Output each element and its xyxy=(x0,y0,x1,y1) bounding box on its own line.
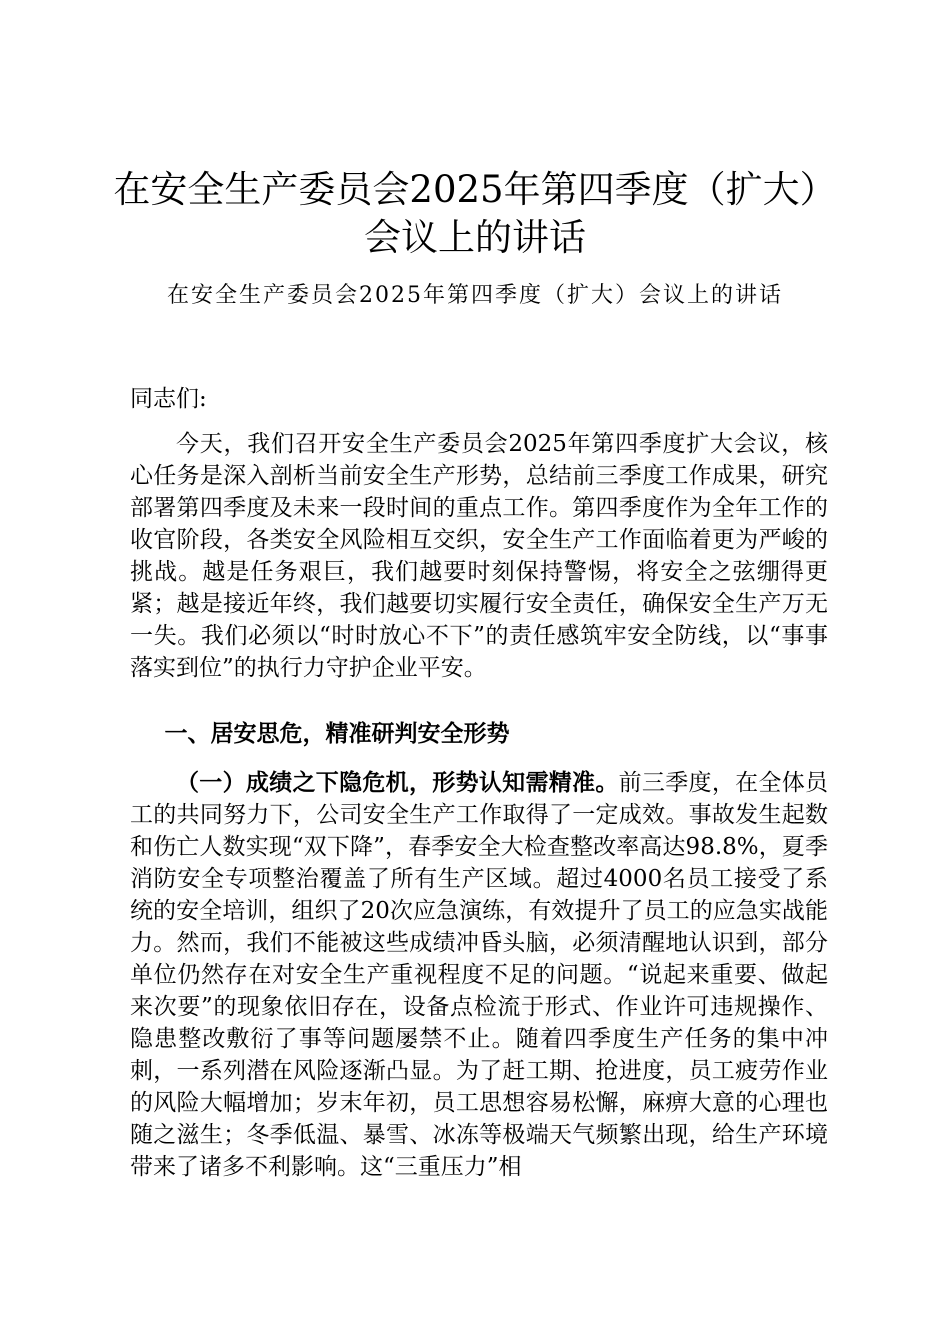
subsection-lead: （一）成绩之下隐危机，形势认知需精准。 xyxy=(176,769,619,796)
document-title xyxy=(60,166,890,262)
subsection-body: 前三季度，在全体员工的共同努力下，公司安全生产工作取得了一定成效。事故发生起数和伤亡人数实现“双下降”，春季安全大检查整改率高达98.8%，夏季消防安全专项整治覆盖了所有生产区域。超过4000名员工接受了系统的安全培训，组织了20次应急演练，有效提升了员工的应急实战能力。然而，我们不能被这些成绩冲昏头脑，必须清醒地认识到，部分单位仍然存在对安全生产重视程度不足的问题。“说起来重要、做起来次要”的现象依旧存在，设备点检流于形式、作业许可违规操作、隐患整改敷衍了事等问题屡禁不止。随着四季度生产任务的集中冲刺，一系列潜在风险逐渐凸显。为了赶工期、抢进度，员工疲劳作业的风险大幅增加；岁末年初，员工思想容易松懈，麻痹大意的心理也随之滋生；冬季低温、暴雪、冰冻等极端天气频繁出现，给生产环境带来了诸多不利影响。这“三重压力”相 xyxy=(130,770,829,1180)
intro-paragraph: 今天，我们召开安全生产委员会2025年第四季度扩大会议，核心任务是深入剖析当前安全生产形势，总结前三季度工作成果，研究部署第四季度及未来一段时间的重点工作。第四季度作为全年工作的收官阶段，各类安全风险相互交织，安全生产工作面临着更为严峻的挑战。越是任务艰巨，我们越要时刻保持警惕，将安全之弦绷得更紧；越是接近年终，我们越要切实履行安全责任，确保安全生产万无一失。我们必须以“时时放心不下”的责任感筑牢安全防线，以“事事落实到位”的执行力守护企业平安。 xyxy=(130,431,828,681)
salutation: 同志们: xyxy=(130,386,207,412)
subsection-paragraph xyxy=(130,767,828,1183)
section-heading: 一、居安思危，精准研判安全形势 xyxy=(164,720,510,747)
title-line-2: 会议上的讲话 xyxy=(364,216,586,259)
title-line-1: 在安全生产委员会2025年第四季度（扩大） xyxy=(113,168,837,211)
document-subtitle: 在安全生产委员会2025年第四季度（扩大）会议上的讲话 xyxy=(167,283,783,308)
